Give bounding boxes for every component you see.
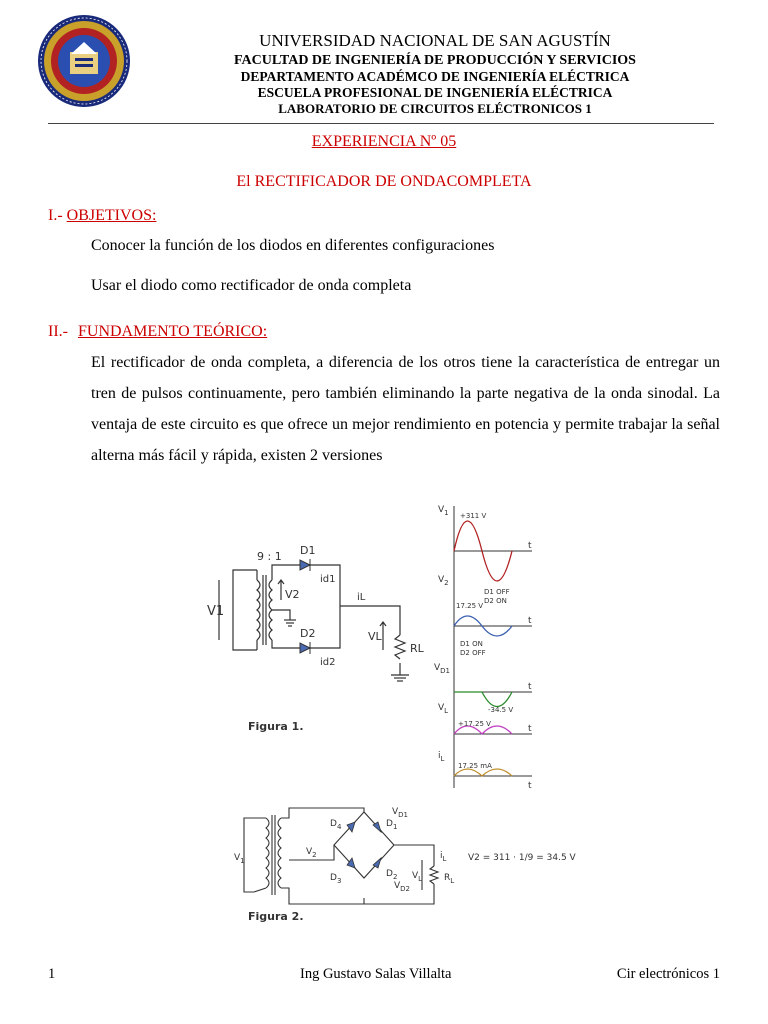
fig1-v2-label: V2 <box>285 588 300 601</box>
svg-text:VL: $V_L$ <box>412 871 423 883</box>
svg-text:iL: $i_L$ <box>438 751 445 763</box>
svg-text:D3: $D_3$ <box>330 873 342 885</box>
figure2-caption: Figura 2. <box>248 910 304 923</box>
lab-name: LABORATORIO DE CIRCUITOS ELÉCTRONICOS 1 <box>278 101 592 116</box>
svg-text:t: t <box>528 724 532 734</box>
svg-text:VD2: $V_{D2}$ <box>394 881 411 893</box>
svg-text:D1: $D_1$ <box>386 819 398 831</box>
svg-text:V1: $V_1$ <box>438 505 449 517</box>
svg-text:t: t <box>528 616 532 626</box>
svg-text:V1: $V_1$ <box>234 853 245 865</box>
figure1-circuit-diagram <box>205 540 435 690</box>
theory-heading <box>48 323 267 341</box>
vd1-peak-label: -34.5 V <box>488 706 514 714</box>
svg-text:RL: $R_L$ <box>444 873 455 885</box>
theory-title: FUNDAMENTO TEÓRICO: <box>77 323 268 340</box>
svg-text:iL: $i_L$ <box>440 851 447 863</box>
fig1-v1-label: V1 <box>207 604 225 619</box>
svg-text:t: t <box>528 682 532 692</box>
objective-item: Conocer la función de los diodos en diferentes configuraciones <box>91 237 495 254</box>
university-name: UNIVERSIDAD NACIONAL DE SAN AGUSTÍN <box>259 31 611 50</box>
vl-peak-label: +17.25 V <box>458 720 491 728</box>
fig1-d1-label: D1 <box>300 544 316 557</box>
objective-item: Usar el diodo como rectificador de onda completa <box>91 277 412 294</box>
department-name: DEPARTAMENTO ACADÉMCO DE INGENIERÍA ELÉCTRICA <box>240 69 630 84</box>
figure2-equation: V2 = 311 · 1/9 = 34.5 V <box>468 853 576 863</box>
d2-off-label: D2 OFF <box>460 649 486 657</box>
v1-peak-label: +311 V <box>460 512 487 520</box>
university-seal-logo <box>37 14 131 108</box>
svg-text:VL: $V_L$ <box>438 703 449 715</box>
objectives-heading <box>48 207 156 225</box>
svg-text:VD1: $V_{D1}$ <box>434 663 451 675</box>
svg-text:t: t <box>528 781 532 791</box>
objectives-title: OBJETIVOS: <box>66 207 157 224</box>
faculty-name: FACULTAD DE INGENIERÍA DE PRODUCCIÓN Y SERVICIOS <box>234 53 636 68</box>
d1-off-label: D1 OFF <box>484 588 510 596</box>
svg-text:D2: $D_2$ <box>386 869 398 881</box>
header-divider <box>48 123 714 124</box>
d1-on-label: D1 ON <box>460 640 483 648</box>
fig1-d2-label: D2 <box>300 627 316 640</box>
svg-text:VD1: $V_{D1}$ <box>392 807 409 819</box>
theory-number: II.- <box>48 323 68 340</box>
figure1-waveforms <box>432 496 542 792</box>
svg-text:D4: $D_4$ <box>330 819 342 831</box>
figure1-caption: Figura 1. <box>248 720 304 733</box>
svg-text:V2: $V_2$ <box>306 847 317 859</box>
svg-text:t: t <box>528 541 532 551</box>
document-title: El RECTIFICADOR DE ONDACOMPLETA <box>236 173 532 190</box>
fig1-il-label: iL <box>357 592 366 603</box>
experience-number: EXPERIENCIA Nº 05 <box>311 133 457 150</box>
d2-on-label: D2 ON <box>484 597 507 605</box>
transformer-ratio-label: 9 : 1 <box>257 550 282 563</box>
figure2-bridge-diagram <box>234 800 576 912</box>
fig1-vl-label: VL <box>368 630 382 643</box>
footer-author: Ing Gustavo Salas Villalta <box>300 966 452 982</box>
il-peak-label: 17.25 mA <box>458 762 492 770</box>
svg-text:V2: $V_2$ <box>438 575 449 587</box>
fig1-rl-label: RL <box>410 642 424 655</box>
theory-paragraph: El rectificador de onda completa, a diferencia de los otros tiene la característica de entregar un tren de pulsos continuamente, pero también eliminando la parte negativa de la onda sinodal. La ventaja de este circuito es que ofrece un mejor rendimiento en potencia y permite trabajar la señal alterna más fácil y rápida, existen 2 versiones <box>91 354 720 464</box>
objectives-number: I.- <box>48 207 63 224</box>
footer-course: Cir electrónicos 1 <box>616 966 720 982</box>
footer-page-number: 1 <box>48 966 56 982</box>
fig1-id2-label: id2 <box>320 657 336 668</box>
fig1-id1-label: id1 <box>320 574 336 585</box>
v2-peak-label: 17.25 V <box>456 602 484 610</box>
school-name: ESCUELA PROFESIONAL DE INGENIERÍA ELÉCTRICA <box>257 85 613 100</box>
